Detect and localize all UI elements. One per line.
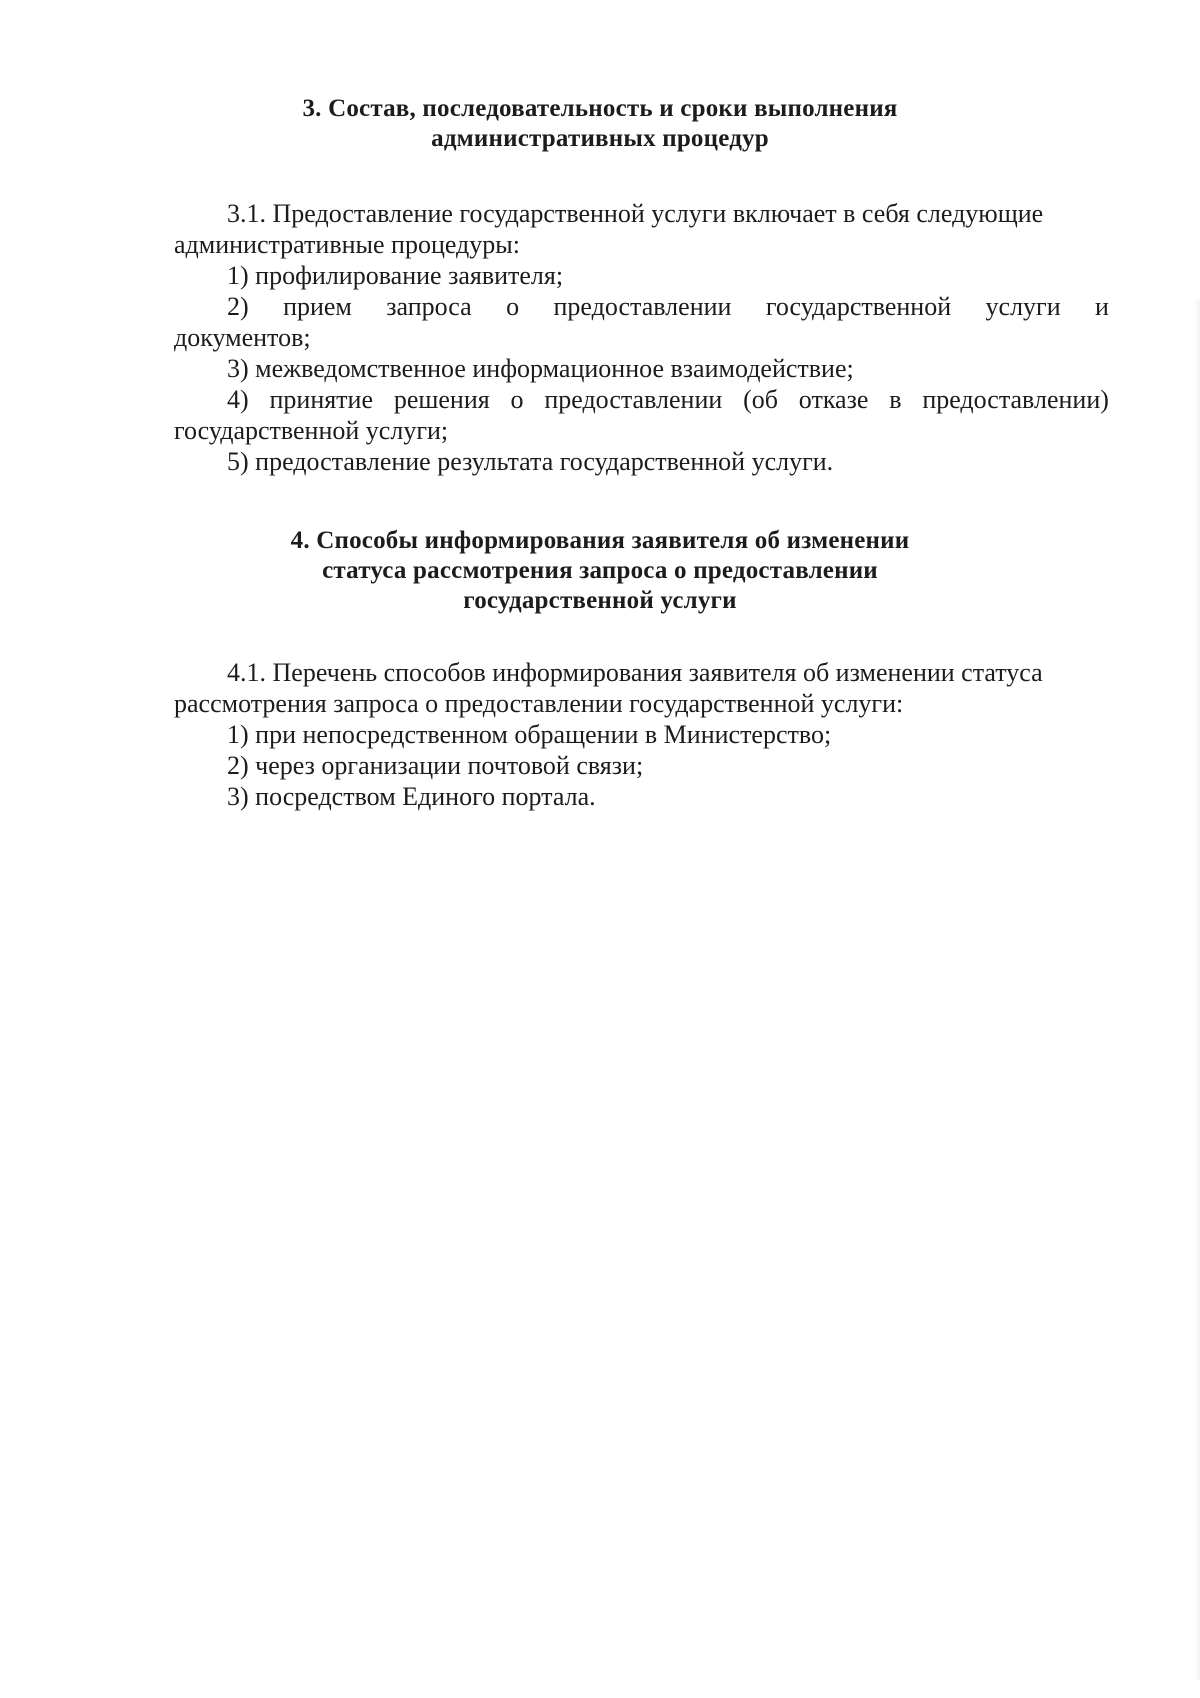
- section-4-item-3: 3) посредством Единого портала.: [227, 782, 596, 811]
- item-4-word: о: [510, 385, 524, 414]
- section-3-heading-line-1: 3. Состав, последовательность и сроки выполнения: [302, 95, 898, 122]
- section-4-body: [174, 657, 1109, 812]
- section-3-item-4: [174, 384, 1109, 415]
- section-3-intro-line-2: административные процедуры:: [174, 230, 520, 259]
- item-2-word: запроса: [386, 292, 472, 321]
- item-2-word: 2): [227, 292, 249, 321]
- section-4-item-1: 1) при непосредственном обращении в Министерство;: [227, 720, 832, 749]
- item-4-word: решения: [393, 385, 490, 414]
- item-4-word: предоставлении): [922, 385, 1109, 414]
- section-3-item-4-continuation: государственной услуги;: [174, 416, 449, 445]
- item-2-word: и: [1095, 292, 1109, 321]
- section-3-item-3: 3) межведомственное информационное взаимодействие;: [227, 354, 854, 383]
- section-3-intro-line-1: 3.1. Предоставление государственной услуги включает в себя следующие: [227, 199, 1044, 228]
- item-4-word: (об: [743, 385, 778, 414]
- section-4-heading-line-3: государственной услуги: [463, 587, 737, 614]
- section-3-heading: [0, 94, 1200, 154]
- section-3-item-2-continuation: документов;: [174, 323, 311, 352]
- section-4-heading-line-2: статуса рассмотрения запроса о предоставлении: [322, 557, 878, 584]
- scan-edge-shadow: [1194, 300, 1200, 1680]
- section-4-intro-line-1: 4.1. Перечень способов информирования заявителя об изменении статуса: [227, 658, 1043, 687]
- item-4-word: предоставлении: [544, 385, 723, 414]
- item-4-word: принятие: [269, 385, 374, 414]
- section-3-body: [174, 198, 1109, 477]
- section-3-item-5: 5) предоставление результата государственной услуги.: [227, 447, 834, 476]
- section-4-item-2: 2) через организации почтовой связи;: [227, 751, 644, 780]
- section-4-heading: [0, 526, 1200, 616]
- section-4-heading-line-1: 4. Способы информирования заявителя об изменении: [290, 527, 910, 554]
- section-4-intro-line-2: рассмотрения запроса о предоставлении государственной услуги:: [174, 689, 904, 718]
- section-3-item-2: [174, 291, 1109, 322]
- item-2-word: услуги: [985, 292, 1061, 321]
- item-2-word: государственной: [765, 292, 952, 321]
- item-4-word: 4): [227, 385, 249, 414]
- section-3-heading-line-2: административных процедур: [431, 125, 769, 152]
- item-4-word: в: [889, 385, 902, 414]
- item-2-word: прием: [283, 292, 352, 321]
- item-2-word: предоставлении: [553, 292, 732, 321]
- item-4-word: отказе: [798, 385, 869, 414]
- section-3-item-1: 1) профилирование заявителя;: [227, 261, 564, 290]
- item-2-word: о: [506, 292, 520, 321]
